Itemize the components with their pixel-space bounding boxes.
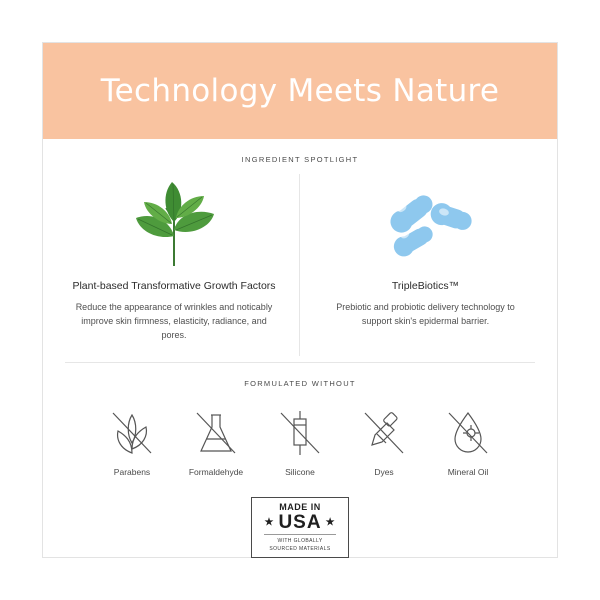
free-from-item-parabens — [95, 404, 169, 477]
made-in-usa-badge — [251, 497, 348, 558]
syringe-crossed-out-icon — [263, 404, 337, 462]
star-icon-left: ★ — [264, 516, 275, 528]
formulated-without-section — [43, 404, 557, 477]
probiotic-bacteria-icon — [366, 174, 486, 270]
info-card — [42, 42, 558, 558]
free-from-item-formaldehyde — [179, 404, 253, 477]
free-from-item-dyes — [347, 404, 421, 477]
dropper-crossed-out-icon — [347, 404, 421, 462]
usa-sub-line-2: SOURCED MATERIALS — [269, 545, 331, 552]
usa-sub-line-1: WITH GLOBALLY — [277, 538, 323, 545]
page-title: Technology Meets Nature — [100, 73, 500, 109]
made-in-text: MADE IN — [279, 502, 321, 513]
free-from-label: Formaldehyde — [188, 467, 244, 478]
spotlight-column-triplebiotics — [300, 174, 551, 356]
free-from-item-silicone — [263, 404, 337, 477]
formulated-without-label: FORMULATED WITHOUT — [244, 379, 356, 389]
star-icon-right: ★ — [325, 516, 336, 528]
spotlight-column-plant-growth-factors — [49, 174, 300, 356]
usa-sub-text — [264, 534, 335, 553]
free-from-item-mineral-oil — [431, 404, 505, 477]
spotlight-description: Prebiotic and probiotic delivery technology to support skin's epidermal barrier. — [336, 301, 515, 326]
leaf-sprig-icon — [114, 174, 234, 270]
free-from-label: Silicone — [285, 467, 315, 478]
leaf-crossed-out-icon — [95, 404, 169, 462]
spotlight-description: Reduce the appearance of wrinkles and noticably improve skin firmness, elasticity, radiance, and pores. — [75, 301, 273, 340]
made-in-usa-section — [43, 497, 557, 558]
free-from-label: Dyes — [374, 467, 394, 478]
oil-drop-crossed-out-icon — [431, 404, 505, 462]
flask-crossed-out-icon — [179, 404, 253, 462]
header-banner — [43, 43, 557, 139]
ingredient-spotlight-label: INGREDIENT SPOTLIGHT — [241, 155, 359, 164]
free-from-label: Mineral Oil — [447, 467, 489, 478]
section-divider — [65, 362, 535, 363]
free-from-label: Parabens — [113, 467, 151, 478]
usa-text-row — [264, 513, 335, 532]
spotlight-title: Plant-based Transformative Growth Factors — [72, 280, 276, 292]
ingredient-spotlight-section — [43, 174, 557, 356]
usa-text: USA — [278, 512, 322, 534]
spotlight-title: TripleBiotics™ — [391, 280, 460, 292]
